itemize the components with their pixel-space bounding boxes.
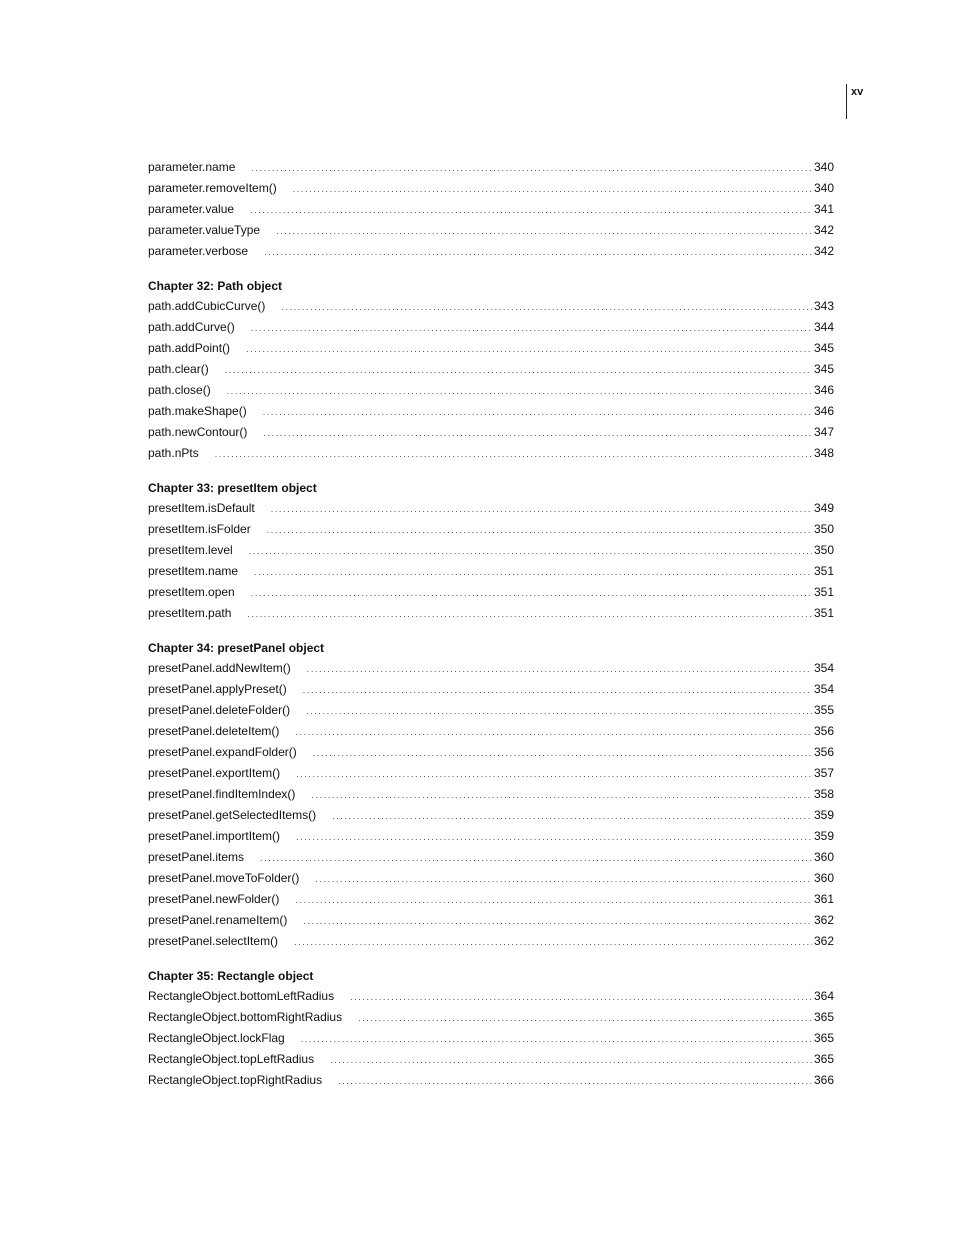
entry-page-number: 340 — [813, 160, 834, 174]
dot-leader — [263, 402, 812, 423]
dot-leader — [306, 701, 812, 722]
dot-leader — [271, 499, 812, 520]
toc-entry[interactable] — [148, 220, 834, 241]
toc-entry[interactable] — [148, 868, 834, 889]
dot-leader — [225, 360, 812, 381]
dot-leader — [254, 562, 812, 583]
toc-entry[interactable] — [148, 582, 834, 603]
entry-label: path.addCubicCurve() — [148, 299, 266, 313]
page-number: xv — [851, 86, 864, 98]
entry-page-number: 342 — [813, 244, 834, 258]
dot-leader — [264, 242, 812, 263]
dot-leader — [251, 583, 812, 604]
entry-label: path.addPoint() — [148, 341, 231, 355]
dot-leader — [293, 179, 812, 200]
entry-page-number: 342 — [813, 223, 834, 237]
dot-leader — [313, 743, 812, 764]
entry-page-number: 357 — [813, 766, 834, 780]
entry-page-number: 360 — [813, 850, 834, 864]
toc-entry[interactable] — [148, 422, 834, 443]
entry-page-number: 346 — [813, 404, 834, 418]
toc-entry[interactable] — [148, 826, 834, 847]
entry-label: RectangleObject.bottomLeftRadius — [148, 989, 335, 1003]
toc-entry[interactable] — [148, 742, 834, 763]
toc-entry[interactable] — [148, 603, 834, 624]
entry-label: presetItem.open — [148, 585, 235, 599]
entry-page-number: 356 — [813, 745, 834, 759]
toc-entry[interactable] — [148, 721, 834, 742]
toc-entry[interactable] — [148, 338, 834, 359]
entry-page-number: 347 — [813, 425, 834, 439]
entry-label: path.close() — [148, 383, 211, 397]
toc-entry[interactable] — [148, 1070, 834, 1091]
dot-leader — [251, 158, 812, 179]
entry-page-number: 365 — [813, 1010, 834, 1024]
dot-leader — [251, 318, 812, 339]
dot-leader — [294, 932, 812, 953]
entry-label: presetPanel.getSelectedItems() — [148, 808, 317, 822]
dot-leader — [276, 221, 812, 242]
entry-label: RectangleObject.topRightRadius — [148, 1073, 323, 1087]
dot-leader — [260, 848, 812, 869]
entry-label: presetPanel.exportItem() — [148, 766, 281, 780]
dot-leader — [332, 806, 812, 827]
dot-leader — [330, 1050, 812, 1071]
entry-page-number: 341 — [813, 202, 834, 216]
dot-leader — [358, 1008, 812, 1029]
toc-entry[interactable] — [148, 199, 834, 220]
toc-entry[interactable] — [148, 784, 834, 805]
dot-leader — [295, 890, 812, 911]
entry-label: presetPanel.importItem() — [148, 829, 281, 843]
entry-label: presetItem.isFolder — [148, 522, 251, 536]
entry-page-number: 344 — [813, 320, 834, 334]
toc-entry[interactable] — [148, 359, 834, 380]
entry-page-number: 355 — [813, 703, 834, 717]
toc-entry[interactable] — [148, 519, 834, 540]
toc-entry[interactable] — [148, 157, 834, 178]
entry-label: parameter.removeItem() — [148, 181, 277, 195]
entry-page-number: 350 — [813, 543, 834, 557]
toc-entry[interactable] — [148, 847, 834, 868]
toc-entry[interactable] — [148, 679, 834, 700]
entry-label: presetPanel.addNewItem() — [148, 661, 291, 675]
entry-label: path.clear() — [148, 362, 209, 376]
dot-leader — [295, 722, 812, 743]
entry-label: parameter.verbose — [148, 244, 249, 258]
entry-page-number: 351 — [813, 585, 834, 599]
entry-label: presetPanel.selectItem() — [148, 934, 279, 948]
toc-entry[interactable] — [148, 296, 834, 317]
entry-page-number: 366 — [813, 1073, 834, 1087]
toc-entry[interactable] — [148, 401, 834, 422]
toc-entry[interactable] — [148, 763, 834, 784]
dot-leader — [227, 381, 812, 402]
entry-page-number: 362 — [813, 913, 834, 927]
entry-label: presetPanel.items — [148, 850, 245, 864]
toc-section — [148, 478, 834, 624]
toc-entry[interactable] — [148, 241, 834, 262]
entry-page-number: 356 — [813, 724, 834, 738]
dot-leader — [246, 339, 812, 360]
entry-label: presetPanel.newFolder() — [148, 892, 280, 906]
dot-leader — [350, 987, 812, 1008]
dot-leader — [263, 423, 812, 444]
entry-label: presetItem.name — [148, 564, 239, 578]
entry-label: presetPanel.applyPreset() — [148, 682, 287, 696]
toc-entry[interactable] — [148, 561, 834, 582]
toc-entry[interactable] — [148, 540, 834, 561]
entry-page-number: 359 — [813, 829, 834, 843]
dot-leader — [281, 297, 812, 318]
dot-leader — [296, 827, 812, 848]
entry-label: RectangleObject.lockFlag — [148, 1031, 285, 1045]
entry-page-number: 365 — [813, 1052, 834, 1066]
entry-page-number: 358 — [813, 787, 834, 801]
dot-leader — [311, 785, 812, 806]
chapter-heading[interactable]: Chapter 32: Path object — [148, 279, 283, 293]
dot-leader — [338, 1071, 812, 1092]
toc-section — [148, 157, 834, 262]
toc-section — [148, 638, 834, 952]
entry-label: presetPanel.deleteFolder() — [148, 703, 291, 717]
entry-label: presetItem.isDefault — [148, 501, 255, 515]
entry-label: presetPanel.deleteItem() — [148, 724, 280, 738]
entry-label: presetItem.path — [148, 606, 232, 620]
entry-label: RectangleObject.bottomRightRadius — [148, 1010, 343, 1024]
entry-page-number: 361 — [813, 892, 834, 906]
dot-leader — [307, 659, 812, 680]
dot-leader — [249, 541, 812, 562]
dot-leader — [296, 764, 812, 785]
toc-entry[interactable] — [148, 658, 834, 679]
chapter-heading[interactable]: Chapter 33: presetItem object — [148, 481, 317, 495]
dot-leader — [303, 911, 812, 932]
entry-page-number: 364 — [813, 989, 834, 1003]
table-of-contents — [148, 157, 834, 1091]
entry-label: presetPanel.moveToFolder() — [148, 871, 300, 885]
toc-entry[interactable] — [148, 498, 834, 519]
toc-entry[interactable] — [148, 317, 834, 338]
toc-entry[interactable] — [148, 700, 834, 721]
entry-page-number: 346 — [813, 383, 834, 397]
toc-entry[interactable] — [148, 910, 834, 931]
entry-page-number: 340 — [813, 181, 834, 195]
entry-label: path.newContour() — [148, 425, 248, 439]
toc-entry[interactable] — [148, 443, 834, 464]
entry-page-number: 343 — [813, 299, 834, 313]
entry-page-number: 349 — [813, 501, 834, 515]
toc-entry[interactable] — [148, 805, 834, 826]
entry-label: parameter.valueType — [148, 223, 261, 237]
toc-section — [148, 966, 834, 1091]
toc-entry[interactable] — [148, 889, 834, 910]
entry-label: RectangleObject.topLeftRadius — [148, 1052, 315, 1066]
entry-page-number: 365 — [813, 1031, 834, 1045]
entry-label: path.makeShape() — [148, 404, 247, 418]
entry-page-number: 348 — [813, 446, 834, 460]
entry-page-number: 362 — [813, 934, 834, 948]
entry-page-number: 354 — [813, 661, 834, 675]
entry-label: path.addCurve() — [148, 320, 235, 334]
entry-page-number: 350 — [813, 522, 834, 536]
entry-page-number: 351 — [813, 564, 834, 578]
toc-entry[interactable] — [148, 1028, 834, 1049]
entry-page-number: 360 — [813, 871, 834, 885]
toc-entry[interactable] — [148, 931, 834, 952]
entry-label: parameter.name — [148, 160, 236, 174]
toc-entry[interactable] — [148, 986, 834, 1007]
toc-entry[interactable] — [148, 380, 834, 401]
entry-page-number: 345 — [813, 341, 834, 355]
dot-leader — [267, 520, 812, 541]
dot-leader — [301, 1029, 812, 1050]
header-rule — [846, 84, 847, 119]
entry-label: presetPanel.expandFolder() — [148, 745, 297, 759]
toc-entry[interactable] — [148, 1049, 834, 1070]
entry-label: path.nPts — [148, 446, 199, 460]
entry-label: presetPanel.renameItem() — [148, 913, 288, 927]
dot-leader — [315, 869, 812, 890]
chapter-heading[interactable]: Chapter 35: Rectangle object — [148, 969, 314, 983]
entry-label: presetPanel.findItemIndex() — [148, 787, 296, 801]
toc-entry[interactable] — [148, 178, 834, 199]
dot-leader — [247, 604, 812, 625]
entry-label: parameter.value — [148, 202, 235, 216]
entry-page-number: 345 — [813, 362, 834, 376]
chapter-heading[interactable]: Chapter 34: presetPanel object — [148, 641, 325, 655]
entry-page-number: 354 — [813, 682, 834, 696]
toc-section — [148, 276, 834, 464]
dot-leader — [215, 444, 812, 465]
toc-entry[interactable] — [148, 1007, 834, 1028]
dot-leader — [303, 680, 812, 701]
entry-page-number: 351 — [813, 606, 834, 620]
entry-label: presetItem.level — [148, 543, 233, 557]
entry-page-number: 359 — [813, 808, 834, 822]
dot-leader — [250, 200, 812, 221]
